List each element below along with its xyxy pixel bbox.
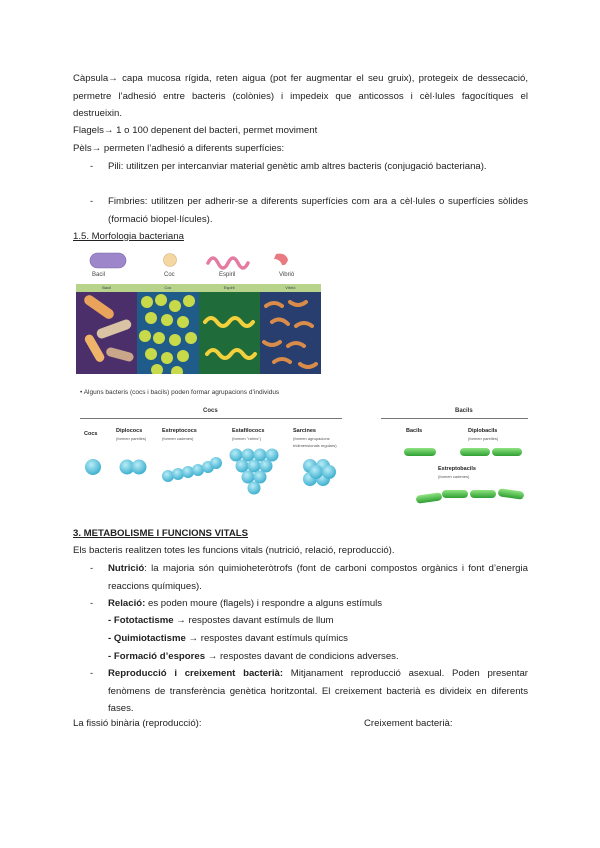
cocs-group-title: Cocs — [203, 408, 218, 414]
espores-label: - Formació d’espores — [108, 651, 206, 662]
groupings-figure — [76, 420, 536, 510]
cocs-divider — [80, 418, 342, 419]
sarcines-cluster — [303, 459, 336, 486]
tag-estreptococs-name: Estreptococs — [162, 428, 197, 434]
strip-label-vibrio: Vibrió — [285, 285, 296, 290]
creixement-caption: Creixement bacterià: — [364, 718, 453, 729]
tag-diplococs-sub: (formen parelles) — [116, 436, 147, 441]
strip-label-espiril: Espiril — [223, 285, 235, 290]
list-dash: - — [90, 196, 94, 207]
nutricio-text: : la majoria són quimioheteròtrofs (font de carboni compostos orgànics i font d’energia reaccions químiques). — [108, 563, 528, 592]
capsula-paragraph: Càpsula→ capa mucosa rígida, reten aigua (pot fer augmentar el seu gruix), protegeix de dessecació, permetre l’adhesió entre bacteris (colònies) i impedeix que anticossos i cèl·lules fagocítiques el destrueixin. — [73, 73, 528, 119]
list-dash: - — [90, 161, 94, 172]
list-dash: - — [90, 668, 94, 679]
pels-paragraph: Pèls→ permeten l’adhesió a diferents superfícies: — [73, 143, 285, 154]
bacils-divider — [381, 418, 528, 419]
espores-line — [108, 648, 399, 666]
shape-caption-strip — [76, 284, 321, 292]
espiril-micrograph — [199, 292, 260, 374]
estreptobacils-chain — [416, 488, 525, 504]
nutricio-text-block — [108, 560, 528, 595]
estreptococs-chain — [162, 457, 222, 482]
morfologia-heading: 1.5. Morfologia bacteriana — [73, 231, 184, 242]
tag-cocs-name: Cocs — [84, 431, 98, 437]
tag-estreptobacils-name: Estreptobacils — [438, 466, 476, 472]
bacil-single — [404, 448, 436, 456]
relacio-text-block — [108, 595, 528, 613]
coc-shape — [164, 254, 177, 267]
tag-sarcines-sub: (formen agrupacions tridimensionals regulars) — [293, 436, 337, 448]
list-dash: - — [90, 563, 94, 574]
flagels-paragraph: Flagels→ 1 o 100 depenent del bacteri, permet moviment — [73, 125, 318, 136]
bacil-shape — [90, 253, 126, 268]
reproduccio-text-block — [108, 665, 528, 718]
reproduccio-list-item — [90, 665, 528, 718]
tag-sarcines-name: Sarcines — [293, 428, 316, 434]
tag-diplococs-name: Diplococs — [116, 428, 143, 434]
reproduccio-text: Mitjanament reproducció asexual. Poden presentar fenòmens de transferència genètica horitzontal. El creixement bacterià es divideix en diferents fases. — [108, 668, 528, 714]
fototactisme-text: → respostes davant estímuls de llum — [173, 615, 334, 626]
bacil-micrograph — [76, 292, 137, 374]
tag-diplobacils-sub: (formen parelles) — [468, 436, 499, 441]
metabolisme-intro: Els bacteris realitzen totes les funcions vitals (nutrició, relació, reproducció). — [73, 545, 395, 556]
shape-label-coc: Coc — [164, 272, 175, 278]
relacio-list-item — [90, 595, 528, 613]
quimiotactisme-line — [108, 630, 348, 648]
reproduccio-label: Reproducció i creixement bacterià: — [108, 668, 284, 679]
diplobacil-1 — [460, 448, 490, 456]
tag-estreptococs-sub: (formen cadenes) — [162, 436, 194, 441]
shape-label-espiril: Espiril — [219, 272, 236, 278]
tag-estafilococs-name: Estafilococs — [232, 428, 265, 434]
micrograph-strip — [76, 292, 321, 374]
vibrio-shape — [274, 254, 288, 266]
quimiotactisme-text: → respostes davant estímuls químics — [185, 633, 348, 644]
list-dash: - — [90, 598, 94, 609]
diplococ-2 — [132, 460, 147, 475]
shape-label-vibrio: Vibrió — [279, 272, 295, 278]
nutricio-list-item — [90, 560, 528, 595]
fimbries-list-item — [90, 193, 528, 228]
quimiotactisme-label: - Quimiotactisme — [108, 633, 186, 644]
diplobacil-2 — [492, 448, 522, 456]
espiril-shape — [208, 258, 248, 268]
fototactisme-label: - Fototactisme — [108, 615, 174, 626]
tag-bacils-name: Bacils — [406, 428, 423, 434]
strip-label-coc: Coc — [164, 285, 172, 290]
tag-estreptobacils-sub: (formen cadenes) — [438, 474, 470, 479]
relacio-label: Relació: — [108, 598, 146, 609]
bacteria-shapes-figure — [80, 250, 320, 274]
fototactisme-line — [108, 612, 334, 630]
bacils-group-title: Bacils — [455, 408, 473, 414]
relacio-text: es poden moure (flagels) i respondre a alguns estímuls — [145, 598, 383, 609]
fimbries-text: Fimbries: utilitzen per adherir-se a diferents superfícies com ara a cèl·lules o superfícies sòlides (formació biopel·lícules). — [108, 196, 528, 225]
vibrio-micrograph — [260, 292, 321, 374]
strip-label-bacil: Bacil — [102, 285, 111, 290]
tag-diplobacils-name: Diplobacils — [468, 428, 498, 434]
pili-list-item — [90, 158, 528, 176]
coc-micrograph — [137, 292, 198, 374]
estafilococs-cluster — [230, 449, 279, 495]
shape-label-bacil: Bacil — [92, 272, 106, 278]
fissio-binaria-caption: La fissió binària (reproducció): — [73, 718, 202, 729]
tag-estafilococs-sub: (formen "raïms") — [232, 436, 262, 441]
pili-text: Pili: utilitzen per intercanviar material genètic amb altres bacteris (conjugació bacteriana). — [108, 161, 487, 172]
coc-single — [85, 459, 101, 475]
metabolisme-heading: 3. METABOLISME I FUNCIONS VITALS — [73, 528, 249, 539]
nutricio-label: Nutrició — [108, 563, 145, 574]
groupings-note: • Alguns bacteris (cocs i bacils) poden formar agrupacions d’individus — [80, 389, 280, 396]
espores-text: → respostes davant de condicions adverses. — [205, 651, 399, 662]
